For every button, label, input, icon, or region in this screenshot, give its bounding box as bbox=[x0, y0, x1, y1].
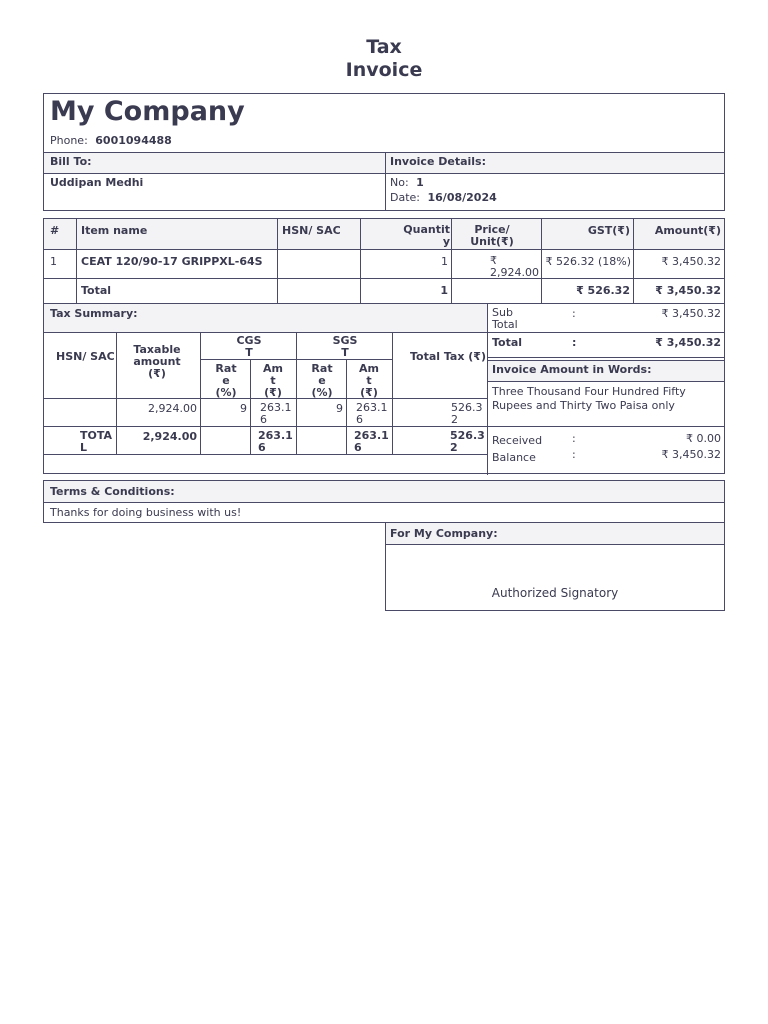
items-total-label: Total bbox=[81, 284, 112, 297]
invoice-no-label: No: bbox=[390, 176, 409, 189]
items-total-gst: ₹ 526.32 bbox=[576, 284, 630, 297]
item-row-amount: ₹ 3,450.32 bbox=[661, 255, 721, 268]
col-header-item-name: Item name bbox=[81, 224, 148, 237]
document-title bbox=[0, 36, 768, 82]
items-col-line bbox=[633, 219, 634, 303]
authorized-signatory: Authorized Signatory bbox=[491, 586, 619, 600]
phone-value: 6001094488 bbox=[95, 134, 172, 147]
bill-to-label: Bill To: bbox=[50, 155, 92, 168]
items-col-line bbox=[451, 219, 452, 303]
summary-line bbox=[487, 332, 724, 333]
tax-summary-label: Tax Summary: bbox=[50, 307, 138, 320]
company-section bbox=[43, 93, 725, 211]
tax-col-line bbox=[250, 359, 251, 454]
item-row-num: 1 bbox=[50, 255, 57, 268]
tax-total-cgst-amt: 263.1 6 bbox=[258, 429, 293, 454]
item-row-name: CEAT 120/90-17 GRIPPXL-64S bbox=[81, 255, 263, 268]
col-header-num: # bbox=[50, 224, 60, 237]
col-header-qty: Quantit y bbox=[403, 223, 450, 248]
bill-divider bbox=[385, 152, 386, 210]
terms-section bbox=[43, 480, 725, 523]
col-header-price: Price/ Unit(₹) bbox=[470, 223, 514, 248]
company-name: My Company bbox=[50, 96, 245, 127]
tax-col-line bbox=[116, 332, 117, 454]
tax-total-label: TOTA L bbox=[80, 429, 113, 454]
invoice-date bbox=[390, 191, 497, 204]
total-value: ₹ 3,450.32 bbox=[655, 336, 721, 349]
tax-header-cgst-rate: Rat e (%) bbox=[215, 362, 237, 399]
items-line bbox=[44, 249, 724, 250]
total-colon: : bbox=[572, 336, 577, 349]
tax-header-sgst-rate: Rat e (%) bbox=[311, 362, 333, 399]
tax-row-sgst-amt: 263.1 6 bbox=[356, 401, 388, 426]
tax-line bbox=[200, 359, 392, 360]
tax-line bbox=[44, 332, 487, 333]
items-col-line bbox=[76, 219, 77, 303]
title-line-1: Tax bbox=[366, 36, 402, 58]
item-row-gst: ₹ 526.32 (18%) bbox=[545, 255, 631, 268]
total-label: Total bbox=[492, 336, 523, 349]
subtotal-value: ₹ 3,450.32 bbox=[661, 307, 721, 320]
terms-text: Thanks for doing business with us! bbox=[50, 506, 242, 519]
signature-label: For My Company: bbox=[390, 527, 498, 540]
received-colon: : bbox=[572, 432, 576, 445]
tax-header-sgst: SGS T bbox=[332, 334, 358, 359]
signature-section bbox=[385, 522, 725, 611]
summary-line bbox=[487, 426, 724, 427]
col-header-amount: Amount(₹) bbox=[654, 224, 721, 237]
tax-total-sgst-amt: 263.1 6 bbox=[354, 429, 389, 454]
tax-total-total-tax: 526.3 2 bbox=[450, 429, 485, 454]
balance-colon: : bbox=[572, 448, 576, 461]
tax-col-line bbox=[346, 359, 347, 454]
tax-row-total-tax: 526.3 2 bbox=[451, 401, 483, 426]
tax-header-hsn: HSN/ SAC bbox=[56, 350, 115, 363]
title-line-2: Invoice bbox=[345, 59, 423, 81]
subtotal-colon: : bbox=[572, 307, 576, 320]
tax-col-line bbox=[296, 332, 297, 454]
invoice-date-label: Date: bbox=[390, 191, 420, 204]
bill-header-row bbox=[44, 152, 724, 174]
tax-row-taxable: 2,924.00 bbox=[148, 402, 197, 415]
words-label: Invoice Amount in Words: bbox=[492, 363, 652, 376]
balance-value: ₹ 3,450.32 bbox=[661, 448, 721, 461]
terms-label: Terms & Conditions: bbox=[50, 485, 175, 498]
balance-label: Balance bbox=[492, 451, 536, 464]
tax-header-cgst-amt: Am t (₹) bbox=[263, 362, 283, 399]
summary-divider bbox=[487, 303, 488, 475]
tax-row-cgst-rate: 9 bbox=[240, 402, 247, 415]
received-value: ₹ 0.00 bbox=[686, 432, 721, 445]
subtotal-label: Sub Total bbox=[492, 306, 518, 331]
col-header-hsn: HSN/ SAC bbox=[282, 224, 341, 237]
tax-line bbox=[44, 454, 487, 455]
received-label: Received bbox=[492, 434, 543, 447]
items-col-line bbox=[277, 219, 278, 303]
tax-header-taxable: Taxable amount (₹) bbox=[133, 343, 181, 380]
tax-col-line bbox=[200, 332, 201, 454]
tax-header-sgst-amt: Am t (₹) bbox=[359, 362, 379, 399]
items-total-qty: 1 bbox=[440, 284, 448, 297]
company-phone bbox=[50, 134, 172, 147]
items-total-amount: ₹ 3,450.32 bbox=[655, 284, 721, 297]
invoice-date-value: 16/08/2024 bbox=[427, 191, 497, 204]
item-row-price: ₹ 2,924.00 bbox=[490, 254, 539, 279]
items-section bbox=[43, 218, 725, 474]
tax-header-cgst: CGS T bbox=[236, 334, 262, 359]
phone-label: Phone: bbox=[50, 134, 88, 147]
bill-to-name: Uddipan Medhi bbox=[50, 176, 144, 189]
invoice-details-label: Invoice Details: bbox=[390, 155, 486, 168]
tax-col-line bbox=[392, 332, 393, 454]
col-header-gst: GST(₹) bbox=[587, 224, 630, 237]
invoice-no bbox=[390, 176, 424, 189]
items-line bbox=[44, 278, 724, 279]
tax-header-total-tax: Total Tax (₹) bbox=[409, 350, 486, 363]
tax-row-cgst-amt: 263.1 6 bbox=[260, 401, 292, 426]
invoice-no-value: 1 bbox=[416, 176, 424, 189]
tax-line bbox=[44, 426, 487, 427]
item-row-qty: 1 bbox=[441, 255, 448, 268]
tax-row-sgst-rate: 9 bbox=[336, 402, 343, 415]
tax-total-taxable: 2,924.00 bbox=[142, 430, 197, 443]
words-value: Three Thousand Four Hundred Fifty Rupees and Thirty Two Paisa only bbox=[492, 385, 686, 412]
items-col-line bbox=[360, 219, 361, 303]
summary-line bbox=[487, 357, 724, 358]
